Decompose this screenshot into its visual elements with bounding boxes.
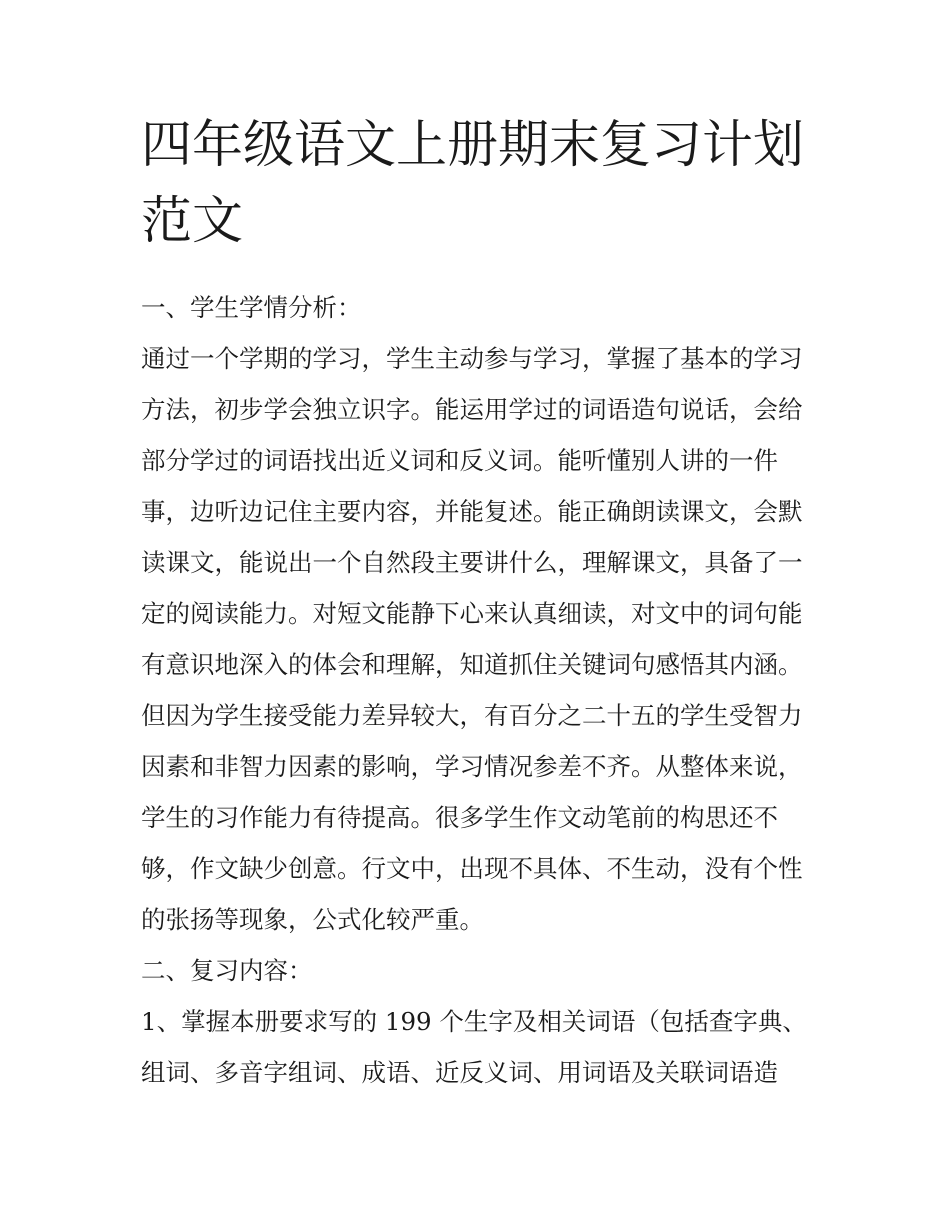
body-line: 方法，初步学会独立识字。能运用学过的词语造句说话，会给 (141, 395, 803, 424)
body-line: 的张扬等现象，公式化较严重。 (141, 905, 484, 934)
body-line: 定的阅读能力。对短文能静下心来认真细读，对文中的词句能 (141, 599, 803, 628)
body-line: 读课文，能说出一个自然段主要讲什么，理解课文，具备了一 (141, 548, 803, 577)
title-line-2: 范文 (141, 192, 244, 251)
title-line-1: 四年级语文上册期末复习计划 (141, 116, 805, 175)
body-line: 但因为学生接受能力差异较大，有百分之二十五的学生受智力 (141, 701, 803, 730)
body-line: 部分学过的词语找出近义词和反义词。能听懂别人讲的一件 (141, 446, 778, 475)
section-heading-content: 二、复习内容： (141, 956, 313, 985)
section-heading-analysis: 一、学生学情分析： (141, 293, 362, 322)
body-line: 有意识地深入的体会和理解，知道抓住关键词句感悟其内涵。 (141, 650, 803, 679)
body-line: 够，作文缺少创意。行文中，出现不具体、不生动，没有个性 (141, 854, 803, 883)
body-line: 1、掌握本册要求写的 199 个生字及相关词语（包括查字典、 (141, 1007, 807, 1036)
body-line: 通过一个学期的学习，学生主动参与学习，掌握了基本的学习 (141, 344, 803, 373)
body-line: 因素和非智力因素的影响，学习情况参差不齐。从整体来说， (141, 752, 803, 781)
document-content (141, 108, 821, 1098)
document-title (141, 108, 821, 260)
document-body (141, 282, 821, 1098)
body-line: 学生的习作能力有待提高。很多学生作文动笔前的构思还不 (141, 803, 778, 832)
body-line: 事，边听边记住主要内容，并能复述。能正确朗读课文，会默 (141, 497, 803, 526)
body-line: 组词、多音字组词、成语、近反义词、用词语及关联词语造 (141, 1058, 778, 1087)
